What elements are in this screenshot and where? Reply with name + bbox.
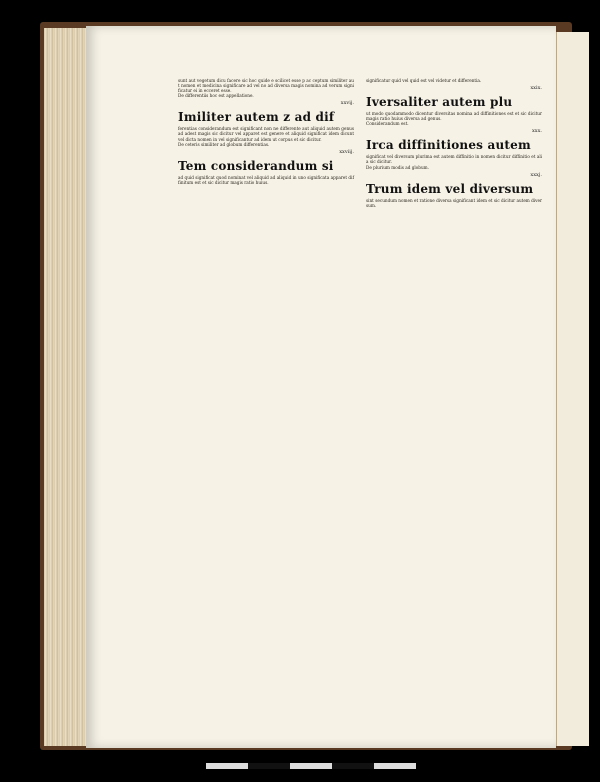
section-heading: Iversaliter autem plu bbox=[366, 95, 513, 110]
body-text: sint secundum nomen et ratione diversa significant idem et sic dicitur autem diversum. bbox=[366, 197, 542, 208]
section-numeral: xxx. bbox=[531, 128, 542, 135]
body-text: ferentias considerandum est significant non ne differente aut aliquid autem genus ad adest magis sic dicitur vel apparet est genere et aliquid significat idem dicunt vel dicta nomen in vel significantur ad idem ut corpus et sic dicitur. bbox=[178, 126, 354, 142]
section-numeral: xxxj. bbox=[530, 171, 542, 178]
body-text: significatur quid vel quid est vel videtur et differentia. bbox=[366, 78, 482, 83]
section-heading: Irca diffinitiones autem bbox=[366, 138, 531, 153]
body-text: significat vel diversum plurima est autem diffinitio in nomen dicitur diffinitio et alia sic dicitur. bbox=[366, 154, 542, 165]
body-text: De plurium modis ad globum. bbox=[366, 164, 429, 170]
facing-page-edge bbox=[556, 32, 589, 746]
section-numeral: xxvij. bbox=[340, 100, 354, 107]
section-numeral: xxviij. bbox=[339, 148, 354, 155]
section-heading: Trum idem vel diversum bbox=[366, 181, 534, 196]
body-text: sunt aut vegetum dicu facere sic hoc quide e scilicet esse p ac ceptum similiter aut nomen et medicina significare ad vel no ad diversa magis nomina ad verum significatur ei in ecceret esse. bbox=[178, 78, 354, 94]
body-text: ad quid significat quod nominat vel aliquid ad aliquid in uno significata apparet diffinitum est et sic dicitur magis ratio huius. bbox=[178, 174, 354, 185]
body-text: Considerandum est. bbox=[366, 121, 409, 127]
section-heading: Imiliter autem z ad dif bbox=[178, 110, 335, 125]
body-text: De differentiis hoc est appellatione. bbox=[178, 93, 254, 99]
body-text: ut modo quodammodo dicentur diversitas nomina ad diffinitiones est et sic dicitur magis ratio huius diversa ad genus. bbox=[366, 111, 542, 122]
body-text: De ceteris similiter ad globum differentias. bbox=[178, 141, 270, 147]
section-numeral: xxix. bbox=[530, 85, 542, 92]
section-heading: Tem considerandum si bbox=[178, 158, 334, 173]
right-text-column bbox=[366, 78, 542, 208]
left-text-column bbox=[178, 78, 354, 185]
scale-bar bbox=[206, 763, 416, 769]
